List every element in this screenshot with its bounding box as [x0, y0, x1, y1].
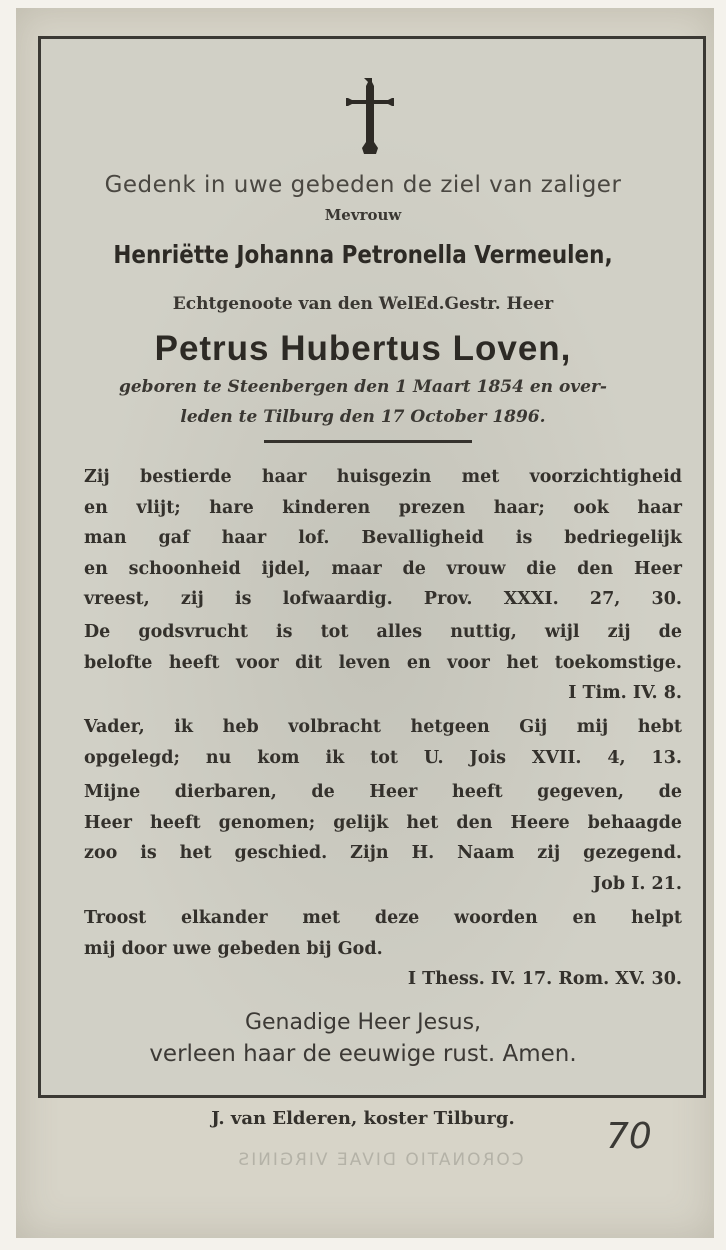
verse-paragraph [84, 617, 682, 709]
verse-line: man gaf haar lof. Bevalligheid is bedriegelijk [84, 528, 682, 548]
verse-line: opgelegd; nu kom ik tot U. Jois XVII. 4, 13. [84, 747, 682, 768]
prayer-line: Genadige Heer Jesus, [244, 1010, 482, 1035]
verse-line: Troost elkander met deze woorden en helpt [84, 908, 682, 928]
verse-paragraph [84, 903, 682, 995]
handwritten-number: 70 [606, 1116, 652, 1157]
birth-line: geboren te Steenbergen den 1 Maart 1854 en over- [118, 377, 607, 397]
spouse-intro: Echtgenoote van den WelEd.Gestr. Heer [172, 294, 554, 314]
spouse-name: Petrus Hubertus Loven, [154, 329, 572, 368]
deceased-name: Henriëtte Johanna Petronella Vermeulen, [113, 240, 613, 269]
verse-line: Vader, ik heb volbracht hetgeen Gij mij hebt [84, 717, 682, 737]
verse-line: De godsvrucht is tot alles nuttig, wijl zij de [84, 622, 682, 642]
death-line: leden te Tilburg den 17 October 1896. [180, 407, 546, 427]
verse-line: en vlijt; hare kinderen prezen haar; ook haar [84, 497, 682, 518]
prayer-line: verleen haar de eeuwige rust. Amen. [149, 1041, 577, 1067]
honorific: Mevrouw [324, 206, 402, 224]
intro-line: Gedenk in uwe gebeden de ziel van zaliger [104, 172, 622, 198]
verse-reference: Job I. 21. [592, 873, 682, 894]
divider-rule [264, 440, 472, 443]
cross-icon [342, 76, 394, 156]
verse-reference: I Thess. IV. 17. Rom. XV. 30. [407, 969, 682, 989]
verse-line: vreest, zij is lofwaardig. Prov. XXXI. 27, 30. [84, 589, 682, 609]
verse-line: Mijne dierbaren, de Heer heeft gegeven, de [84, 782, 682, 802]
verse-line: en schoonheid ijdel, maar de vrouw die den Heer [84, 558, 682, 579]
printer-credit: J. van Elderen, koster Tilburg. [211, 1108, 515, 1129]
verse-line: belofte heeft voor dit leven en voor het toekomstige. [84, 652, 682, 673]
verse-paragraph [84, 777, 682, 899]
verse-paragraph [84, 712, 682, 773]
verse-line: Heer heeft genomen; gelijk het den Heere behaagde [84, 812, 682, 833]
verse-paragraph [84, 462, 682, 615]
show-through-text: CORONATIO DIVAE VIRGINIS [236, 1150, 524, 1170]
verse-line: mij door uwe gebeden bij God. [84, 938, 383, 959]
verse-line: Zij bestierde haar huisgezin met voorzichtigheid [84, 467, 682, 487]
verse-reference: I Tim. IV. 8. [568, 683, 682, 703]
verse-line: zoo is het geschied. Zijn H. Naam zij gezegend. [84, 843, 682, 863]
